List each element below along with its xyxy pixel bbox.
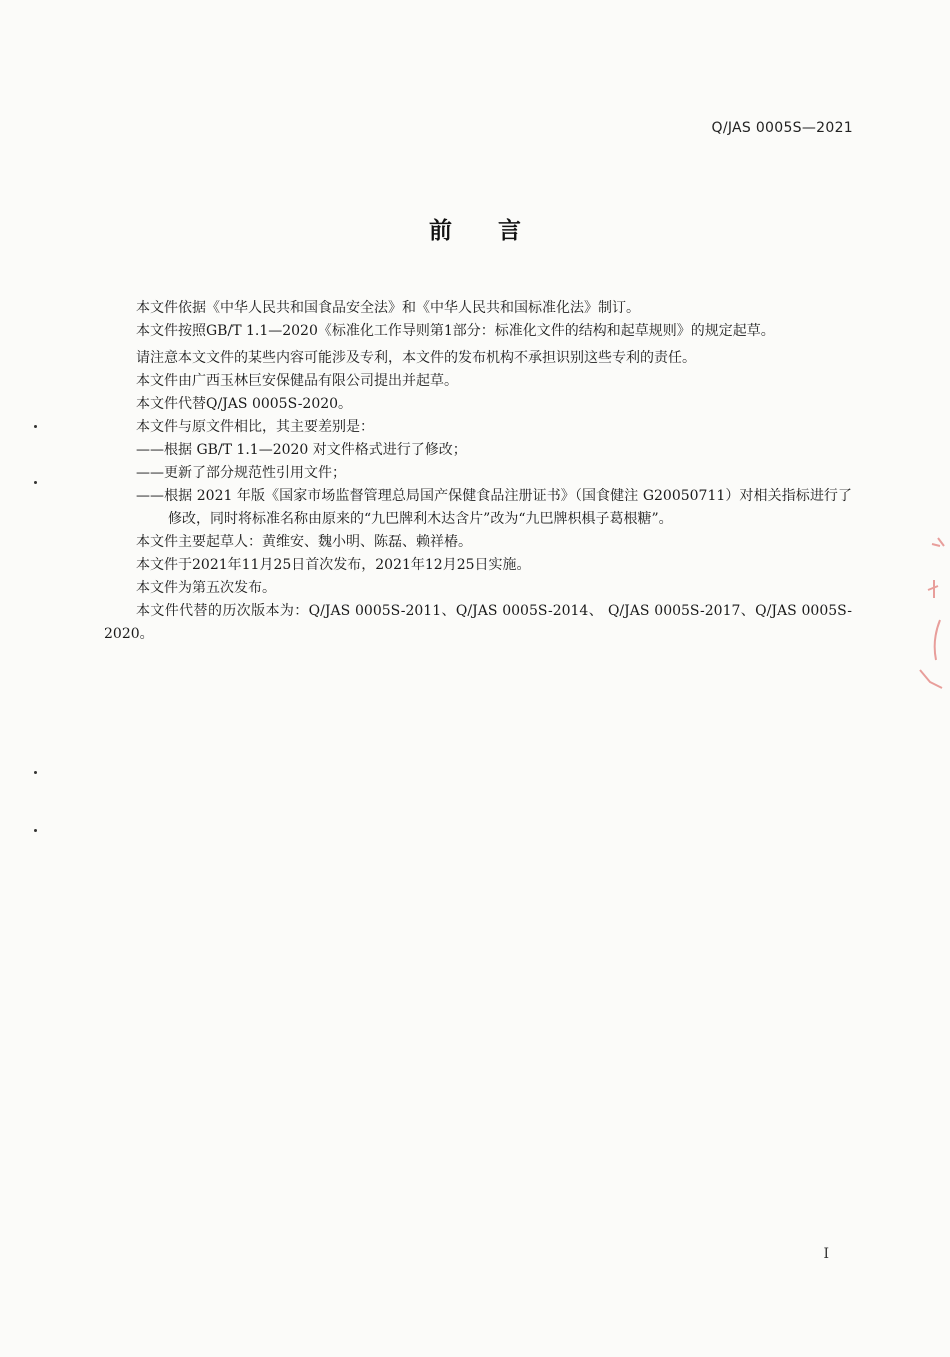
scan-speck	[34, 425, 37, 428]
paragraph-differences-intro: 本文件与原文件相比，其主要差别是：	[136, 419, 374, 435]
scan-speck	[34, 771, 37, 774]
document-code: Q/JAS 0005S—2021	[711, 120, 853, 136]
paragraph-edition: 本文件为第五次发布。	[136, 580, 276, 596]
paragraph-publish-date: 本文件于2021年11月25日首次发布，2021年12月25日实施。	[136, 557, 531, 573]
page-title: 前言	[429, 218, 567, 244]
page-number: I	[823, 1246, 829, 1262]
difference-item-indicators: ——根据 2021 年版《国家市场监督管理总局国产保健食品注册证书》（国食健注 G20050711）对相关指标进行了修改，同时将标准名称由原来的“九巴牌利木达含片”改为“九巴牌枳椇子葛根糖”。	[136, 488, 852, 527]
paragraph-patent-notice: 请注意本文文件的某些内容可能涉及专利，本文件的发布机构不承担识别这些专利的责任。	[136, 350, 696, 366]
difference-item-references: ——更新了部分规范性引用文件；	[136, 465, 346, 481]
paragraph-drafters: 本文件主要起草人：黄维安、魏小明、陈磊、赖祥椿。	[136, 534, 472, 550]
paragraph-proposer: 本文件由广西玉林巨安保健品有限公司提出并起草。	[136, 373, 458, 389]
paragraph-replaces: 本文件代替Q/JAS 0005S-2020。	[136, 396, 353, 412]
paragraph-drafting-rules: 本文件按照GB/T 1.1—2020《标准化工作导则第1部分：标准化文件的结构和起草规则》的规定起草。	[136, 323, 775, 339]
foreword-body	[104, 297, 852, 646]
paragraph-previous-versions: 本文件代替的历次版本为：Q/JAS 0005S-2011、Q/JAS 0005S-2014、 Q/JAS 0005S-2017、Q/JAS 0005S-2020。	[104, 603, 852, 642]
scan-speck	[34, 481, 37, 484]
paragraph-basis: 本文件依据《中华人民共和国食品安全法》和《中华人民共和国标准化法》制订。	[136, 300, 640, 316]
stamp-fragment-icon	[910, 520, 950, 720]
scan-speck	[34, 829, 37, 832]
difference-item-format: ——根据 GB/T 1.1—2020 对文件格式进行了修改；	[136, 442, 467, 458]
